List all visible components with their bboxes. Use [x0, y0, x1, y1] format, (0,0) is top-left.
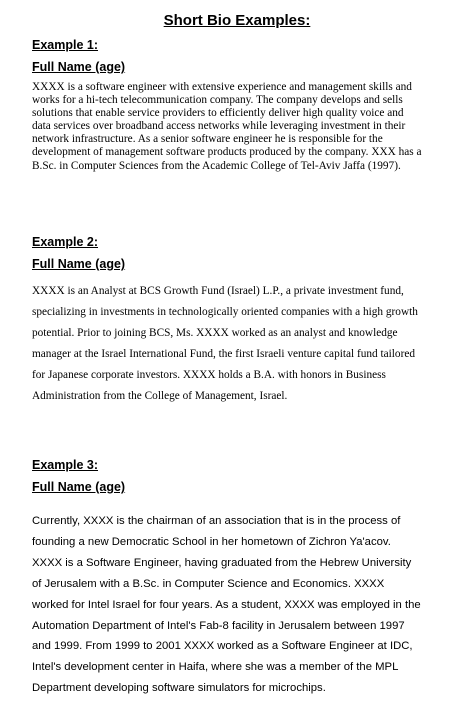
- example-3-bio: [32, 511, 442, 699]
- example-1-bio-line: development of management software products produced by the company. XXX has a: [32, 146, 422, 159]
- example-1-bio-line: B.Sc. in Computer Sciences from the Academic College of Tel-Aviv Jaffa (1997).: [32, 159, 401, 172]
- example-3-bio-line: Automation Department of Intel's Fab-8 facility in Jerusalem between 1997: [32, 619, 405, 632]
- example-1-bio: [32, 81, 438, 173]
- example-2-heading: Example 2:: [32, 235, 99, 249]
- example-3-bio-line: Currently, XXXX is the chairman of an association that is in the process of: [32, 515, 401, 527]
- example-1-heading: Example 1:: [32, 38, 99, 52]
- example-1-bio-line: network infrastructure. As a senior software engineer he is responsible for the: [32, 133, 383, 146]
- example-3-bio-line: worked for Intel Israel for four years. As a student, XXXX was employed in the: [32, 598, 421, 611]
- page-title: Short Bio Examples:: [163, 12, 311, 29]
- example-3-bio-line: Intel's development center in Haifa, where she was a member of the MPL: [32, 661, 399, 674]
- example-3-bio-line: XXXX is a Software Engineer, having graduated from the Hebrew University: [32, 556, 412, 569]
- example-3-heading: Example 3:: [32, 458, 99, 472]
- example-2-full-name-heading: Full Name (age): [32, 257, 126, 271]
- example-2-bio: [32, 281, 438, 407]
- example-1-full-name-heading: Full Name (age): [32, 60, 126, 74]
- example-2-bio-line: specializing in investments in technologically oriented companies with a high growth: [32, 306, 418, 318]
- example-3-bio-line: Department developing software simulators for microchips.: [32, 682, 326, 695]
- example-2-bio-line: Administration from the College of Management, Israel.: [32, 390, 288, 402]
- example-2-bio-line: manager at the Israel International Fund, the first Israeli venture capital fund tailored: [32, 348, 416, 360]
- example-3-bio-line: and 1999. From 1999 to 2001 XXXX worked as a Software Engineer at IDC,: [32, 640, 413, 653]
- example-1-bio-line: solutions that enable service providers to efficiently deliver high quality voice and: [32, 107, 404, 120]
- example-2-bio-line: XXXX is an Analyst at BCS Growth Fund (Israel) L.P., a private investment fund,: [32, 285, 404, 297]
- example-1-bio-line: XXXX is a software engineer with extensive experience and management skills and: [32, 81, 412, 93]
- example-2-bio-line: for Japanese corporate investors. XXXX holds a B.A. with honors in Business: [32, 369, 386, 381]
- example-1-bio-line: works for a hi-tech telecommunication company. The company develops and sells: [32, 94, 403, 107]
- example-3-bio-line: founding a new Democratic School in her hometown of Zichron Ya'acov.: [32, 535, 391, 548]
- example-1-bio-line: data services over broadband access networks while leveraging investment in their: [32, 120, 406, 133]
- example-3-full-name-heading: Full Name (age): [32, 480, 126, 494]
- example-3-bio-line: of Jerusalem with a B.Sc. in Computer Science and Economics. XXXX: [32, 577, 385, 590]
- example-2-bio-line: potential. Prior to joining BCS, Ms. XXXX worked as an analyst and knowledge: [32, 327, 398, 339]
